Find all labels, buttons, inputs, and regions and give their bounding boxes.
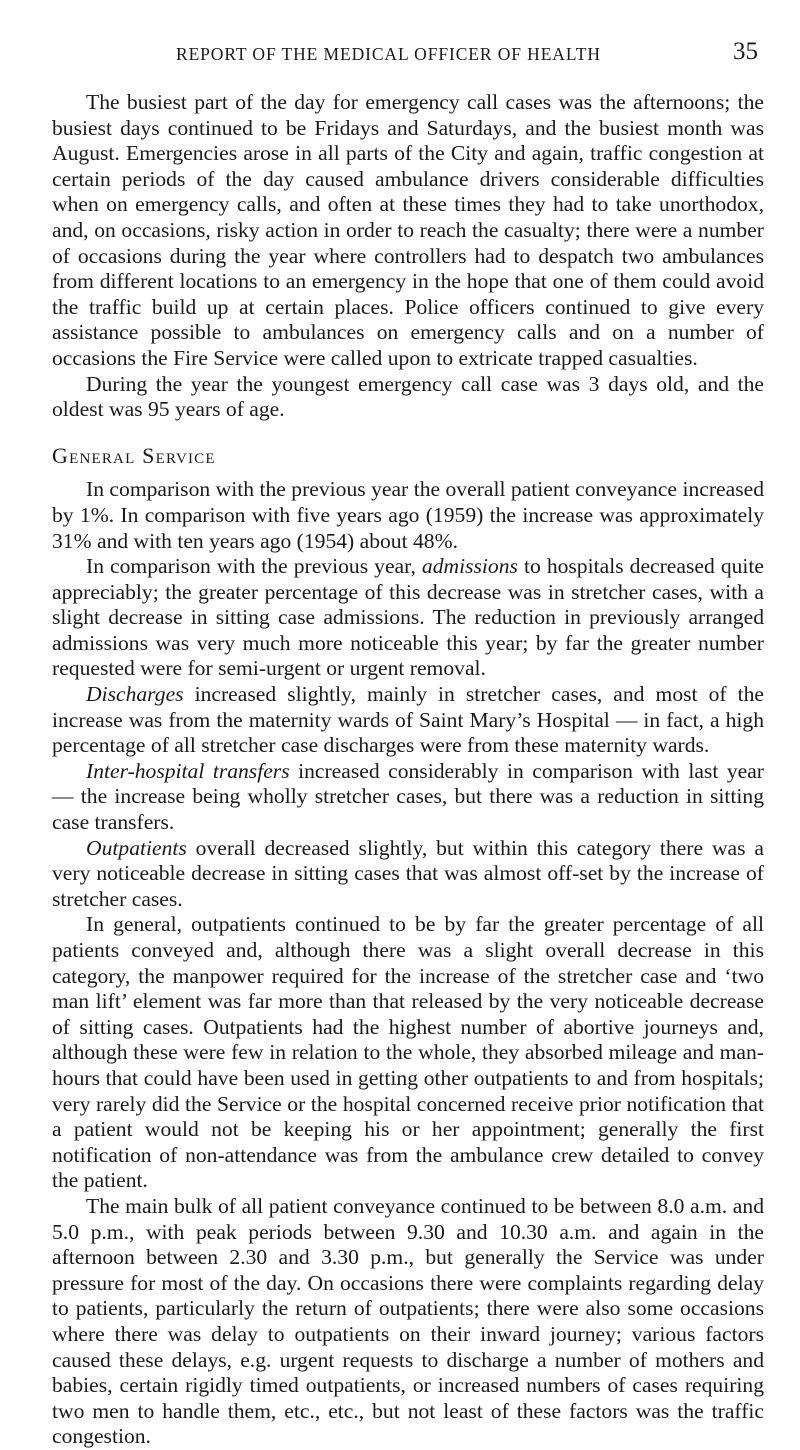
- report-body: [52, 90, 764, 1450]
- paragraph-overall-conveyance: In comparison with the previous year the overall patient conveyance increased by 1%. In comparison with five years ago (1959) the increase was approximately 31% and with ten years ago (1954) about 48%.: [52, 477, 764, 553]
- paragraph-outpatients: [52, 836, 764, 913]
- running-title: REPORT OF THE MEDICAL OFFICER OF HEALTH: [176, 44, 601, 64]
- paragraph-outpatients-general: In general, outpatients continued to be by far the greater percentage of all patients conveyed and, although there was a slight overall decrease in this category, the manpower required for the increase of the stretcher case and ‘two man lift’ element was far more than that released by the very noticeable decrease of sitting cases. Outpatients had the highest number of abortive journeys and, although these were few in relation to the whole, they absorbed mileage and man-hours that could have been used in getting other outpatients to and from hospitals; very rarely did the Service or the hospital concerned receive prior notification that a patient would not be keeping his or her appointment; generally the first notification of non-attendance was from the ambulance crew detailed to convey the patient.: [52, 912, 764, 1193]
- paragraph-conveyance-timing: The main bulk of all patient conveyance continued to be between 8.0 a.m. and 5.0 p.m., with peak periods between 9.30 and 10.30 a.m. and again in the afternoon between 2.30 and 3.30 p.m., but generally the Service was under pressure for most of the day. On occasions there were complaints regarding delay to patients, particularly the return of outpatients; there were also some occasions where there was delay to outpatients on their inward journey; various factors caused these delays, e.g. urgent requests to discharge a number of mothers and babies, certain rigidly timed outpatients, or increased numbers of cases requiring two men to handle them, etc., etc., but not least of these factors was the traffic congestion.: [52, 1193, 764, 1449]
- paragraph-inter-hospital-transfers: [52, 759, 764, 836]
- paragraph-emergency-calls: The busiest part of the day for emergency call cases was the afternoons; the busiest days continued to be Fridays and Saturdays, and the busiest month was August. Emergencies arose in all parts of the City and again, traffic congestion at certain periods of the day caused ambulance drivers considerable difficulties when on emergency calls, and often at these times they had to take unorthodox, and, on occasions, risky action in order to reach the casualty; there were a number of occasions during the year where controllers had to despatch two ambulances from different locations to an emergency in the hope that one of them could avoid the traffic build up at certain places. Police officers continued to give every assistance possible to ambulances on emergency calls and on a number of occasions the Fire Service were called upon to extricate trapped casualties.: [52, 90, 764, 370]
- section-heading-general-service: General Service: [52, 442, 216, 468]
- discharges-term: Discharges: [86, 682, 184, 707]
- page-header: [176, 36, 758, 70]
- discharges-body-text: increased slightly, mainly in stretcher cases, and most of the increase was from the maternity wards of Saint Mary’s Hospital — in fact, a high percentage of all stretcher case discharges were from these maternity wards.: [52, 682, 764, 758]
- outpatients-term: Outpatients: [86, 835, 187, 860]
- outpatients-body-text: overall decreased slightly, but within this category there was a very noticeable decrease in sitting cases that was almost off-set by the increase of stretcher cases.: [52, 835, 764, 911]
- paragraph-age-range: During the year the youngest emergency call case was 3 days old, and the oldest was 95 years of age.: [52, 371, 764, 422]
- admissions-intro-text: In comparison with the previous year,: [86, 554, 422, 579]
- paragraph-admissions: [52, 554, 764, 682]
- transfers-body-text: increased considerably in comparison with last year — the increase being wholly stretcher cases, but there was a reduction in sitting case transfers.: [52, 758, 764, 835]
- admissions-term: admissions: [421, 554, 518, 579]
- admissions-body-text: to hospitals decreased quite appreciably; the greater percentage of this decrease was in stretcher cases, with a slight decrease in sitting case admissions. The reduction in previously arranged admissions was very much more noticeable this year; by far the greater number requested were for semi-urgent or urgent removal.: [52, 554, 764, 681]
- page-number: 35: [733, 38, 758, 65]
- paragraph-discharges: [52, 682, 764, 759]
- transfers-term: Inter-hospital transfers: [86, 758, 290, 783]
